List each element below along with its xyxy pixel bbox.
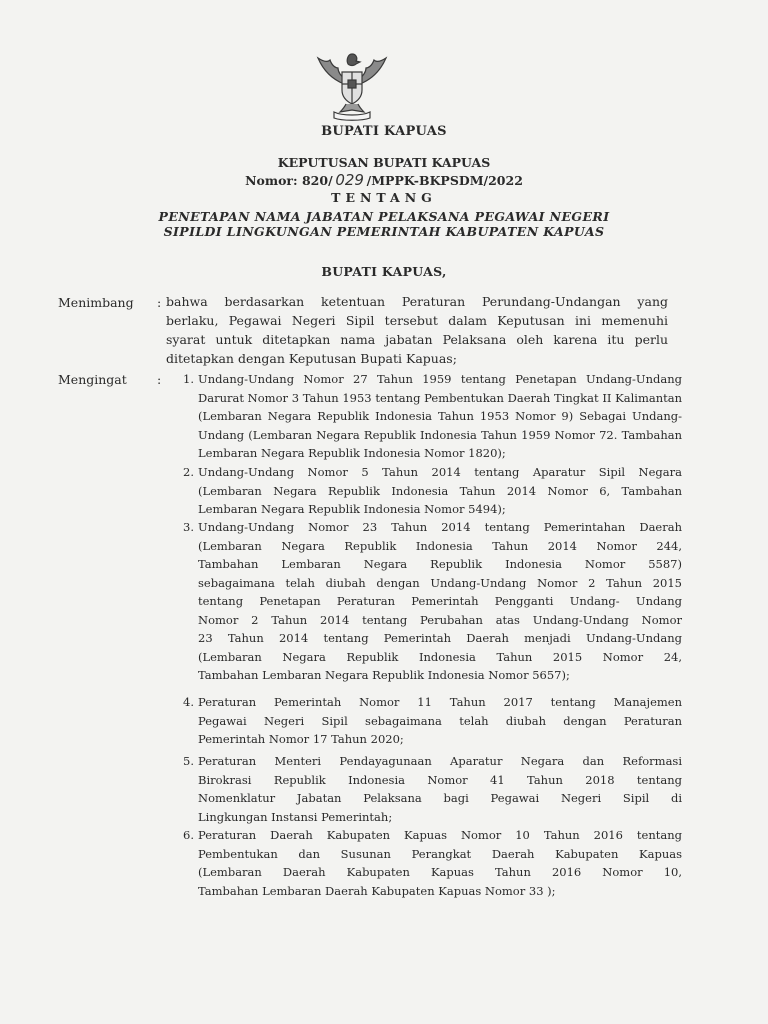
menimbang-text <box>166 292 668 368</box>
item-line: Undang-Undang Nomor 5 Tahun 2014 tentang Aparatur Sipil Negara <box>198 465 682 479</box>
mengingat-item-6 <box>160 826 680 902</box>
item-number: 3. <box>183 520 194 534</box>
item-line: sebagaimana telah diubah dengan Undang-Undang Nomor 2 Tahun 2015 <box>198 575 682 590</box>
item-line: (Lembaran Negara Republik Indonesia Tahun 2014 Nomor 244, <box>198 538 682 553</box>
item-number: 5. <box>183 754 194 768</box>
official-heading: BUPATI KAPUAS, <box>321 264 447 279</box>
item-line: Peraturan Pemerintah Nomor 11 Tahun 2017 tentang Manajemen <box>198 695 682 709</box>
mengingat-item-4 <box>160 693 680 750</box>
menimbang-line: syarat untuk ditetapkan nama jabatan Pelaksana oleh karena itu perlu <box>166 332 668 347</box>
item-line: (Lembaran Daerah Kabupaten Kapuas Tahun 2016 Nomor 10, <box>198 865 682 879</box>
garuda-emblem-icon <box>314 50 390 122</box>
item-line: Lingkungan Instansi Pemerintah; <box>198 809 393 824</box>
subject-line-2: SIPILDI LINGKUNGAN PEMERINTAH KABUPATEN KAPUAS <box>163 224 605 239</box>
menimbang-line: bahwa berdasarkan ketentuan Peraturan Perundang-Undangan yang <box>166 294 668 309</box>
regent-title: BUPATI KAPUAS <box>321 124 447 139</box>
item-line: Lembaran Negara Republik Indonesia Nomor 5494); <box>198 502 506 516</box>
item-line: Tambahan Lembaran Negara Republik Indonesia Nomor 5587) <box>198 557 682 571</box>
item-line: Darurat Nomor 3 Tahun 1953 tentang Pembentukan Daerah Tingkat II Kalimantan <box>198 390 682 405</box>
item-number: 1. <box>183 372 194 386</box>
menimbang-colon: : <box>157 295 162 310</box>
mengingat-item-5 <box>160 752 680 828</box>
mengingat-label: Mengingat <box>58 372 127 387</box>
item-line: Tambahan Lembaran Negara Republik Indonesia Nomor 5657); <box>198 668 570 682</box>
item-line: Peraturan Menteri Pendayagunaan Aparatur Negara dan Reformasi <box>198 754 682 768</box>
decree-number-handwritten: 029 <box>335 171 364 189</box>
decree-number-prefix: Nomor: 820/ <box>245 173 333 188</box>
menimbang-line: berlaku, Pegawai Negeri Sipil tersebut dalam Keputusan ini memenuhi <box>166 313 668 328</box>
item-line: tentang Penetapan Peraturan Pemerintah Pengganti Undang- Undang <box>198 594 682 608</box>
item-line: Nomor 2 Tahun 2014 tentang Perubahan atas Undang-Undang Nomor <box>198 612 682 627</box>
item-line: Undang-Undang Nomor 27 Tahun 1959 tentang Penetapan Undang-Undang <box>198 372 682 386</box>
item-number: 2. <box>183 465 194 479</box>
item-line: 23 Tahun 2014 tentang Pemerintah Daerah menjadi Undang-Undang <box>198 631 682 645</box>
item-line: Birokrasi Republik Indonesia Nomor 41 Tahun 2018 tentang <box>198 772 682 787</box>
item-line: Undang (Lembaran Negara Republik Indonesia Tahun 1959 Nomor 72. Tambahan <box>198 427 682 442</box>
item-line: Nomenklatur Jabatan Pelaksana bagi Pegawai Negeri Sipil di <box>198 791 682 805</box>
item-line: Pemerintah Nomor 17 Tahun 2020; <box>198 732 404 746</box>
item-line: Undang-Undang Nomor 23 Tahun 2014 tentang Pemerintahan Daerah <box>198 520 682 534</box>
decree-number <box>0 171 768 189</box>
item-line: Peraturan Daerah Kabupaten Kapuas Nomor 10 Tahun 2016 tentang <box>198 828 682 842</box>
item-number: 4. <box>183 695 194 709</box>
mengingat-item-3 <box>160 518 680 686</box>
item-line: (Lembaran Negara Republik Indonesia Tahun 2014 Nomor 6, Tambahan <box>198 483 682 498</box>
item-line: Tambahan Lembaran Daerah Kabupaten Kapuas Nomor 33 ); <box>198 883 556 898</box>
item-line: (Lembaran Negara Republik Indonesia Tahun 1953 Nomor 9) Sebagai Undang- <box>198 409 682 423</box>
item-line: (Lembaran Negara Republik Indonesia Tahun 2015 Nomor 24, <box>198 649 682 664</box>
mengingat-colon: : <box>157 372 162 387</box>
mengingat-item-1 <box>160 370 680 465</box>
item-line: Pegawai Negeri Sipil sebagaimana telah diubah dengan Peraturan <box>198 713 682 728</box>
decree-title: KEPUTUSAN BUPATI KAPUAS <box>277 155 491 170</box>
menimbang-label: Menimbang <box>58 295 134 310</box>
item-number: 6. <box>183 828 194 842</box>
decree-number-suffix: /MPPK-BKPSDM/2022 <box>366 173 523 188</box>
tentang-heading: TENTANG <box>331 190 437 205</box>
subject-line-1: PENETAPAN NAMA JABATAN PELAKSANA PEGAWAI NEGERI <box>158 209 610 224</box>
item-line: Pembentukan dan Susunan Perangkat Daerah Kabupaten Kapuas <box>198 846 682 861</box>
item-line: Lembaran Negara Republik Indonesia Nomor 1820); <box>198 446 506 460</box>
mengingat-item-2 <box>160 463 680 520</box>
menimbang-line: ditetapkan dengan Keputusan Bupati Kapuas; <box>166 351 457 366</box>
